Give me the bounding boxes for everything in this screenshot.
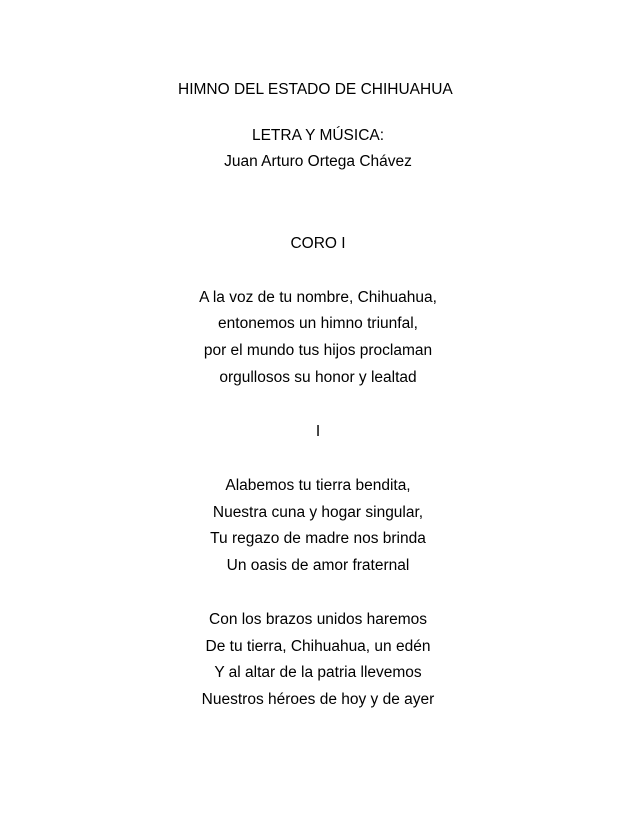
verse-line: entonemos un himno triunfal, xyxy=(218,315,418,332)
author-name: Juan Arturo Ortega Chávez xyxy=(224,153,412,170)
verse-line: Nuestra cuna y hogar singular, xyxy=(212,504,424,521)
credits-label: LETRA Y MÚSICA: xyxy=(251,127,385,144)
section-heading-coro: CORO I xyxy=(290,235,346,252)
document-title: HIMNO DEL ESTADO DE CHIHUAHUA xyxy=(178,81,453,98)
verse-line: Un oasis de amor fraternal xyxy=(226,557,410,574)
verse-line: Y al altar de la patria llevemos xyxy=(214,664,422,681)
verse-line: Alabemos tu tierra bendita, xyxy=(225,477,411,494)
verse-line: Con los brazos unidos haremos xyxy=(209,611,427,628)
verse-line: orgullosos su honor y lealtad xyxy=(219,369,417,386)
verse-line: por el mundo tus hijos proclaman xyxy=(203,342,433,359)
verse-line: Nuestros héroes de hoy y de ayer xyxy=(201,691,435,708)
verse-line: De tu tierra, Chihuahua, un edén xyxy=(205,638,431,655)
verse-line: Tu regazo de madre nos brinda xyxy=(210,530,426,547)
section-heading-i: I xyxy=(315,423,321,440)
verse-line: A la voz de tu nombre, Chihuahua, xyxy=(199,289,437,306)
